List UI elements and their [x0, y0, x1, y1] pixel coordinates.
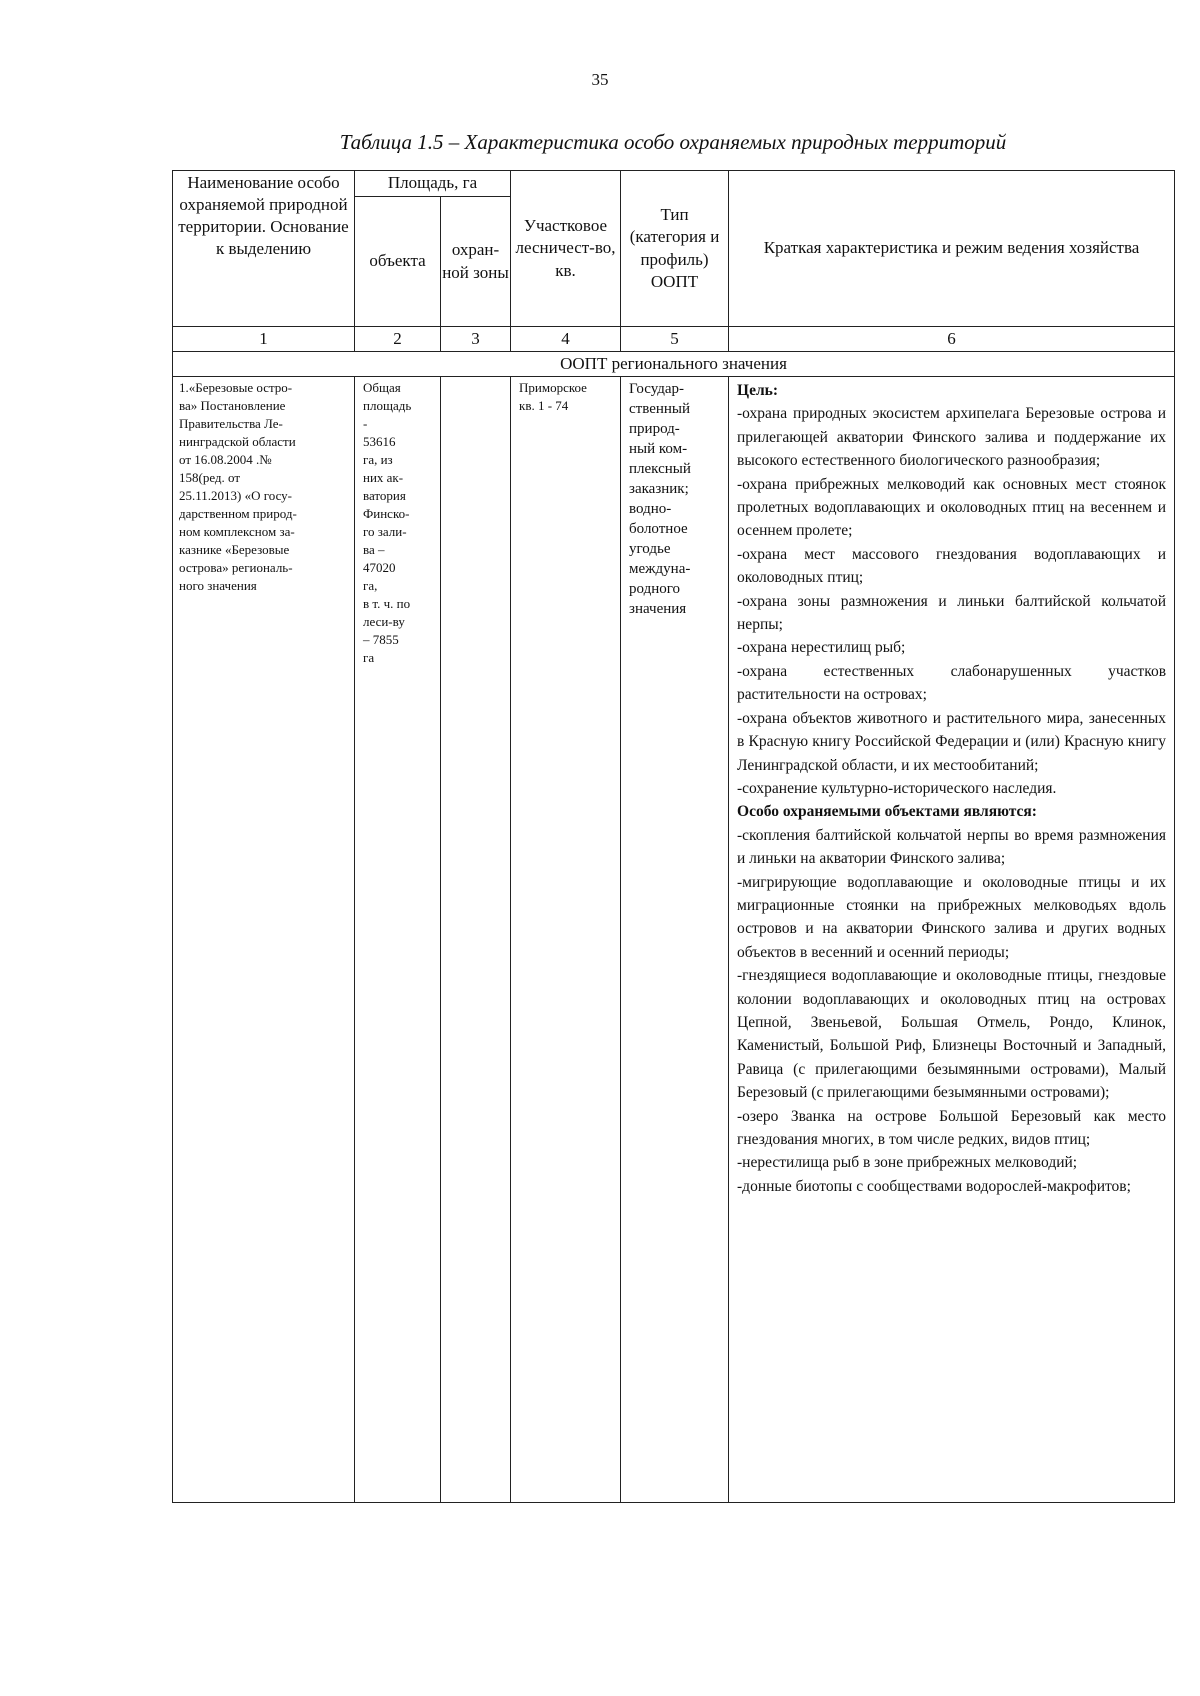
header-description: Краткая характеристика и режим ведения хозяйства	[729, 171, 1175, 327]
name-line: от 16.08.2004 .№	[179, 452, 272, 467]
name-line: казнике «Березовые	[179, 542, 290, 557]
goal-item: -охрана прибрежных мелководий как основных мест стоянок пролетных водоплавающих и околоводных птиц на весеннем и осеннем пролете;	[737, 475, 1167, 540]
area-line: ватория	[363, 488, 406, 503]
area-line: го зали-	[363, 524, 407, 539]
goal-title: Цель:	[737, 382, 779, 399]
area-line: – 7855	[363, 632, 399, 647]
type-line: родного	[629, 581, 681, 597]
buffer-area-cell	[441, 377, 511, 1503]
header-object-area: объекта	[355, 197, 441, 327]
name-line: дарственном природ-	[179, 506, 297, 521]
object-item: -гнездящиеся водоплавающие и околоводные птицы, гнездовые колонии водоплавающих и околоводных птиц на островах Цепной, Звеньевой, Большая Отмель, Рондо, Клинок, Каменистый, Большой Риф, Близнецы Восточный и Западный, Равица (с прилегающими безымянными островами), Малый Березовый (с прилегающими безымянными островами);	[737, 967, 1167, 1102]
area-line: га,	[363, 578, 378, 593]
header-name: Наименование особо охраняемой природной территории. Основание к выделению	[173, 171, 355, 327]
type-line: водно-	[629, 501, 672, 517]
section-title: ООПТ регионального значения	[173, 352, 1175, 377]
area-line: га	[363, 650, 375, 665]
goal-item: -охрана естественных слабонарушенных участков растительности на островах;	[737, 662, 1167, 704]
object-item: -мигрирующие водоплавающие и околоводные птицы и их миграционные стоянки на прибрежных мелководьях вдоль островов и на акватории Финского залива и других водных объектов в весенний и осенний периоды;	[737, 873, 1167, 961]
type-cell	[621, 377, 729, 1503]
table-caption: Таблица 1.5 – Характеристика особо охраняемых природных территорий	[339, 130, 1007, 154]
objects-title: Особо охраняемыми объектами являются:	[737, 803, 1037, 821]
type-line: болотное	[629, 521, 688, 537]
goal-item: -охрана объектов животного и растительного мира, занесенных в Красную книгу Российской Федерации и (или) Красную книгу Ленинградской области, и их местообитаний;	[737, 709, 1167, 774]
col-number: 4	[511, 327, 621, 352]
area-line: леси-ву	[363, 614, 405, 629]
col-number: 6	[729, 327, 1175, 352]
type-line: ный ком-	[629, 441, 688, 457]
header-area-group: Площадь, га	[355, 171, 511, 197]
header-buffer-area: охран-ной зоны	[441, 197, 511, 327]
oopt-table	[172, 170, 1175, 1503]
name-line: Правительства Ле-	[179, 416, 283, 431]
header-type: Тип (категория и профиль) ООПТ	[621, 171, 729, 327]
area-line: них ак-	[363, 470, 404, 485]
name-line: ного значения	[179, 578, 257, 593]
goal-item: -сохранение культурно-исторического наследия.	[737, 779, 1057, 797]
area-line: Финско-	[363, 506, 410, 521]
area-line: площадь	[363, 398, 412, 413]
name-line: нинградской области	[179, 434, 296, 449]
area-line: Общая	[363, 380, 401, 395]
goal-item: -охрана зоны размножения и линьки балтийской кольчатой нерпы;	[737, 592, 1167, 634]
object-item: -скопления балтийской кольчатой нерпы во время размножения и линьки на акватории Финского залива;	[737, 826, 1167, 868]
oopt-name-cell	[173, 377, 355, 1503]
name-line: 158(ред. от	[179, 470, 241, 485]
goal-item: -охрана нерестилищ рыб;	[737, 639, 906, 657]
header-forestry: Участковое лесничест-во, кв.	[511, 171, 621, 327]
area-line: ва –	[363, 542, 385, 557]
type-line: заказник;	[629, 481, 689, 497]
object-item: -нерестилища рыб в зоне прибрежных мелководий;	[737, 1154, 1078, 1172]
area-line: -	[363, 416, 368, 431]
type-line: междуна-	[629, 561, 691, 577]
type-line: угодье	[629, 541, 671, 557]
name-line: 1.«Березовые остро-	[179, 380, 293, 395]
name-line: ва» Постановление	[179, 398, 286, 413]
area-line: га, из	[363, 452, 393, 467]
type-line: значения	[629, 601, 687, 617]
object-area-cell	[355, 377, 441, 1503]
object-item: -донные биотопы с сообществами водорослей-макрофитов;	[737, 1177, 1131, 1195]
col-number: 1	[173, 327, 355, 352]
goal-item: -охрана природных экосистем архипелага Березовые острова и прилегающей акватории Финского залива и поддержание их высокого естественного биологического разнообразия;	[737, 405, 1167, 470]
forestry-cell	[511, 377, 621, 1503]
area-line: 53616	[363, 434, 396, 449]
name-line: 25.11.2013) «О госу-	[179, 488, 292, 503]
col-number: 2	[355, 327, 441, 352]
area-line: в т. ч. по	[363, 596, 411, 611]
col-number: 3	[441, 327, 511, 352]
type-line: Государ-	[629, 381, 685, 397]
name-line: острова» региональ-	[179, 560, 293, 575]
forestry-line: Приморское	[519, 380, 587, 395]
area-line: 47020	[363, 560, 396, 575]
description-cell	[729, 377, 1175, 1503]
page-number: 35	[591, 70, 609, 89]
type-line: природ-	[629, 421, 680, 437]
type-line: ственный	[629, 401, 691, 417]
goal-item: -охрана мест массового гнездования водоплавающих и околоводных птиц;	[737, 545, 1167, 587]
col-number: 5	[621, 327, 729, 352]
type-line: плексный	[629, 461, 691, 477]
name-line: ном комплексном за-	[179, 524, 295, 539]
forestry-line: кв. 1 - 74	[519, 398, 569, 413]
object-item: -озеро Званка на острове Большой Березовый как место гнездования многих, в том числе редких, видов птиц;	[737, 1107, 1167, 1148]
